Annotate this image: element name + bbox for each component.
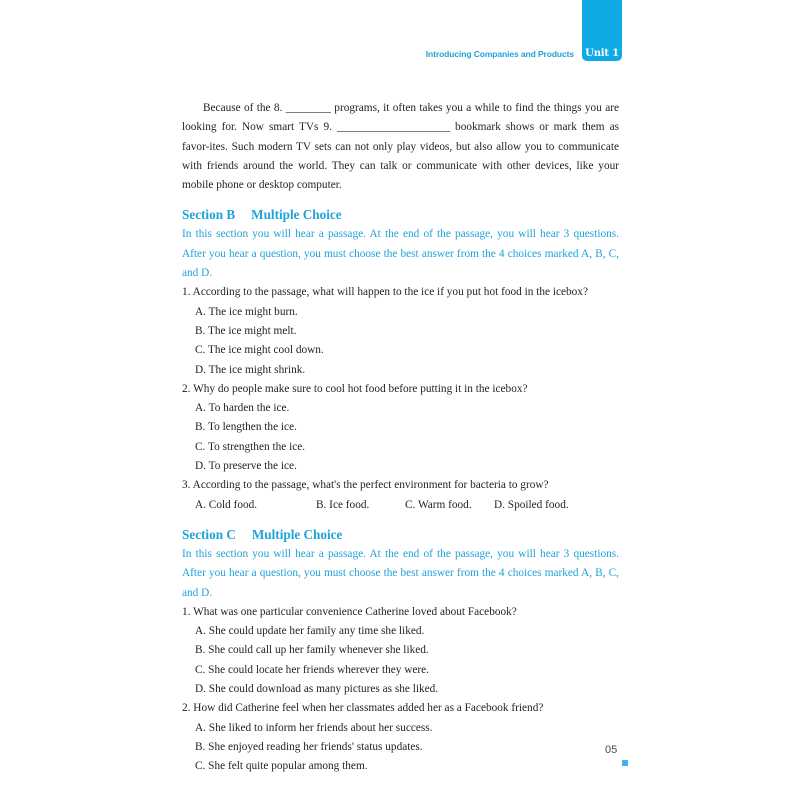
passage-paragraph (182, 99, 619, 195)
passage-text: Because of the 8. ________ programs, it often takes you a while to find the things you are looking for. Now smart TVs 9. ____________________ bookmark shows or mark them as favor-ites. Such modern TV sets can not only play videos, but also allow you to communicate with friends around the world. They can talk or communicate with other devices, like your mobile phone or desktop computer. (182, 102, 619, 192)
section-b-instructions: In this section you will hear a passage. At the end of the passage, you will hear 3 questions. After you hear a question, you must choose the best answer from the 4 choices marked A, B, C, and D. (182, 228, 619, 280)
option: C. To strengthen the ice. (195, 440, 306, 453)
page-number: 05 (605, 744, 618, 756)
section-b-title: Multiple Choice (251, 207, 342, 223)
section-c-heading (182, 525, 619, 545)
question: 2. Why do people make sure to cool hot food before putting it in the icebox? (182, 382, 528, 395)
option: D. Spoiled food. (494, 498, 569, 511)
option: B. She could call up her family whenever she liked. (195, 644, 429, 657)
section-c-label: Section C (182, 526, 236, 542)
option: B. She enjoyed reading her friends' status updates. (195, 740, 423, 753)
option: A. She could update her family any time she liked. (195, 625, 425, 638)
question: 2. How did Catherine feel when her classmates added her as a Facebook friend? (182, 702, 544, 715)
option: D. She could download as many pictures as she liked. (195, 683, 439, 696)
option: B. To lengthen the ice. (195, 421, 297, 434)
section-b-heading (182, 205, 619, 225)
section-c-title: Multiple Choice (251, 526, 343, 542)
page-content (182, 99, 619, 777)
option: C. The ice might cool down. (195, 344, 324, 357)
option: C. She felt quite popular among them. (195, 760, 368, 773)
question: 3. According to the passage, what's the perfect environment for bacteria to grow? (182, 479, 549, 492)
unit-tab (582, 0, 622, 61)
option: A. To harden the ice. (195, 402, 290, 415)
page-marker-square (622, 760, 628, 766)
option: D. The ice might shrink. (195, 363, 306, 376)
option: D. To preserve the ice. (195, 460, 297, 473)
option-row (182, 496, 619, 515)
option: B. The ice might melt. (195, 324, 297, 337)
option: B. Ice food. (316, 498, 370, 511)
option: A. Cold food. (195, 498, 258, 511)
option: C. Warm food. (405, 498, 472, 511)
unit-label: Unit 1 (585, 48, 619, 59)
option: A. The ice might burn. (195, 305, 298, 318)
running-head: Introducing Companies and Products (425, 49, 574, 59)
option: C. She could locate her friends wherever they were. (195, 663, 430, 676)
question: 1. According to the passage, what will happen to the ice if you put hot food in the icebox? (182, 286, 588, 299)
section-b-label: Section B (182, 207, 236, 223)
option: A. She liked to inform her friends about her success. (195, 721, 433, 734)
question: 1. What was one particular convenience Catherine loved about Facebook? (182, 605, 517, 618)
section-c-instructions: In this section you will hear a passage. At the end of the passage, you will hear 3 questions. After you hear a question, you must choose the best answer from the 4 choices marked A, B, C, and D. (182, 547, 619, 599)
